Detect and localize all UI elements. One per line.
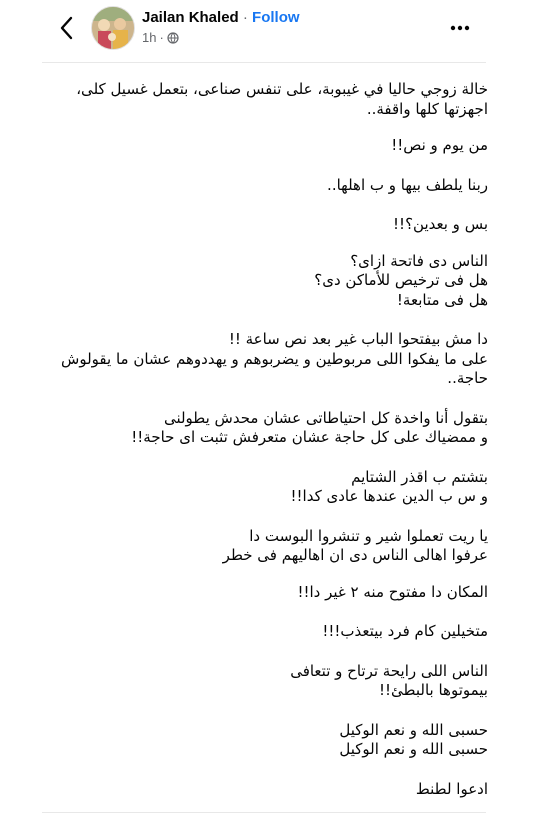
post-line: متخيلين كام فرد بيتعذب!!!: [322, 622, 488, 640]
post-paragraph: [30, 583, 488, 603]
post-paragraph: [30, 527, 488, 566]
post-body: [30, 80, 488, 799]
post-paragraph: [30, 662, 488, 701]
post-line: و س ب الدين عندها عادى كدا!!: [290, 487, 488, 505]
post-paragraph: [30, 80, 488, 119]
more-horizontal-icon[interactable]: [448, 16, 472, 40]
chevron-left-icon[interactable]: [55, 12, 79, 44]
avatar-image: [92, 7, 134, 49]
author-line: [142, 9, 300, 26]
post-paragraph: [30, 176, 488, 196]
post-line: المكان دا مفتوح منه ٢ غير دا!!: [297, 582, 488, 601]
post-line: بس و بعدين؟!!: [393, 215, 488, 233]
avatar[interactable]: [91, 6, 135, 50]
post-line: الناس اللى رايحة ترتاح و تتعافى: [290, 661, 488, 680]
globe-icon: [167, 32, 179, 44]
post-line: على ما يفكوا اللى مربوطين و يضربوهم و يهددوهم عشان ما يقولوش: [61, 349, 488, 368]
post-line: من يوم و نص!!: [391, 136, 488, 154]
post-line: بتشتم ب اقذر الشتايم: [351, 467, 488, 486]
post-line: عرفوا اهالى الناس دى ان اهاليهم فى خطر: [222, 546, 488, 564]
post-paragraph: [30, 468, 488, 507]
post-paragraph: [30, 409, 488, 448]
post-line: بتقول أنا واخدة كل احتياطاتى عشان محدش يطولنى: [163, 408, 488, 427]
post-line: حسبى الله و نعم الوكيل: [339, 720, 488, 739]
post-paragraph: [30, 721, 488, 760]
footer-divider: [42, 812, 486, 813]
header-divider: [42, 62, 486, 63]
post-paragraph: [30, 622, 488, 642]
post-paragraph: [30, 252, 488, 311]
post-line: هل فى ترخيص للأماكن دى؟: [314, 271, 488, 289]
post-paragraph: [30, 136, 488, 156]
post-line: خالة زوجي حاليا في غيبوبة، على تنفس صناعى، بتعمل غسيل كلى،: [76, 80, 488, 98]
post-line: دا مش بيفتحوا الباب غير بعد نص ساعة !!: [228, 330, 488, 348]
post-line: يا ريت تعملوا شير و تنشروا البوست دا: [249, 526, 488, 545]
post-line: حسبى الله و نعم الوكيل: [339, 740, 488, 758]
post-header: [0, 0, 533, 62]
post-time[interactable]: 1h: [142, 30, 157, 45]
post-line: ربنا يلطف بيها و ب اهلها..: [327, 175, 488, 194]
name-separator: ·: [238, 9, 253, 26]
post-line: الناس دى فاتحة ازاى؟: [350, 251, 488, 270]
post-line: حاجة..: [447, 369, 488, 387]
author-name[interactable]: Jailan Khaled: [142, 9, 239, 26]
post-line: و ممضياك على كل حاجة عشان متعرفش تثبت اى حاجة!!: [131, 428, 488, 446]
follow-button[interactable]: Follow: [252, 9, 300, 26]
post-line: ادعوا لطنط: [415, 779, 488, 798]
post-paragraph: [30, 330, 488, 389]
post-paragraph: [30, 215, 488, 235]
post-line: اجهزتها كلها واقفة..: [366, 99, 488, 118]
meta-separator: ·: [159, 30, 164, 45]
post-line: هل فى متابعة!: [396, 290, 488, 309]
post-line: بيموتوها بالبطئ!!: [379, 681, 488, 699]
post-meta: [142, 30, 179, 45]
post-paragraph: [30, 780, 488, 800]
